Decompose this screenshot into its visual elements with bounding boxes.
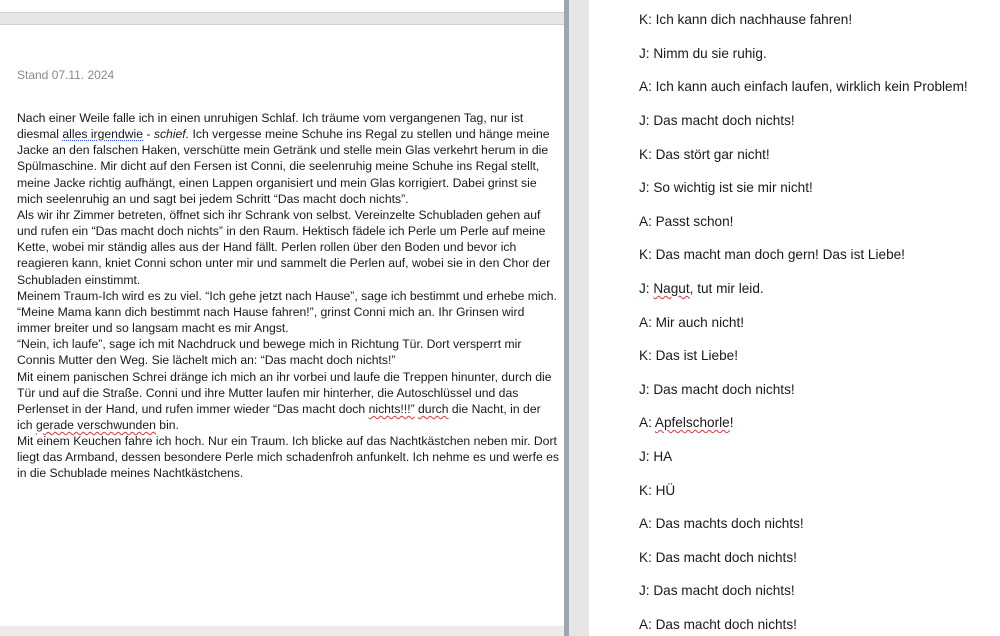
dialog-line[interactable]: K: HÜ [639,483,676,498]
document-date-header[interactable]: Stand 07.11. 2024 [17,68,115,82]
paragraph-1[interactable]: Nach einer Weile falle ich in einen unruhigen Schlaf. Ich träume vom vergangenen Tag, nur ist diesmal alles irgendwie - schief. Ich vergesse meine Schuhe ins Regal zu stellen und hänge meine Jacke an den falschen Haken, verschütte mein Getränk und stelle mein Glas verkehrt herum in die Spülmaschine. Mir dicht auf den Fersen ist Conni, die seelenruhig meine Schuhe ins Regal stellt, meine Jacke richtig aufhängt, einen Lappen organisiert und mein Glas korrigiert. Dabei grinst sie mich seelenruhig an und sagt bei jedem Schritt “Das macht doch nichts”. [17,111,550,206]
dialog-line[interactable]: K: Ich kann dich nachhause fahren! [639,12,853,27]
dialog-line[interactable]: J: Nimm du sie ruhig. [639,46,767,61]
dialog-line[interactable]: A: Das macht doch nichts! [639,617,797,632]
dialog-line[interactable]: J: Nagut, tut mir leid. [639,281,764,296]
spellcheck-flagged-word[interactable]: gerade verschwunden [35,417,156,432]
page-bottom-gap [0,626,564,636]
paragraph-7[interactable]: Mit einem Keuchen fahre ich hoch. Nur ein Traum. Ich blicke auf das Nachtkästchen neben mir. Dort liegt das Armband, dessen besondere Perle mich schadenfroh anfunkelt. Ich nehme es und werfe es in die Schublade meines Nachtkästchens. [17,434,559,481]
spellcheck-flagged-word[interactable]: Nagut [653,281,690,296]
dialog-line[interactable]: K: Das macht doch nichts! [639,550,797,565]
spellcheck-flagged-word[interactable]: durch [418,401,449,416]
italic-text: schief. [153,127,190,142]
paragraph-5[interactable]: “Nein, ich laufe”, sage ich mit Nachdruck und bewege mich in Richtung Tür. Dort versperrt mir Connis Mutter den Weg. Sie lächelt mich an: “Das macht doch nichts!” [17,337,522,368]
dialog-line[interactable]: A: Ich kann auch einfach laufen, wirklich kein Problem! [639,79,968,94]
page-gap [0,13,564,25]
dialog-line[interactable]: J: Das macht doch nichts! [639,113,795,128]
dialog-line[interactable]: A: Apfelschorle! [639,415,734,430]
dialog-line[interactable]: J: So wichtig ist sie mir nicht! [639,180,813,195]
document-body-text[interactable] [17,110,559,482]
dialog-line[interactable]: A: Mir auch nicht! [639,315,745,330]
paragraph-3[interactable]: Meinem Traum-Ich wird es zu viel. “Ich gehe jetzt nach Hause”, sage ich bestimmt und erhebe mich. [17,288,557,303]
paragraph-6[interactable]: Mit einem panischen Schrei dränge ich mich an ihr vorbei und laufe die Treppen hinunter, durch die Tür und auf die Straße. Conni und ihre Mutter laufen mir hinterher, die Autoschlüssel und das Perlenset in der Hand, und rufen immer wieder “Das macht doch nichts!!!” durch die Nacht, in der ich gerade verschwunden bin. [17,369,552,432]
spellcheck-flagged-word[interactable]: nichts!!!” [368,401,415,416]
dialog-line[interactable]: J: Das macht doch nichts! [639,382,795,397]
document-page-right[interactable] [569,0,1000,636]
dialog-line[interactable]: K: Das ist Liebe! [639,348,738,363]
grammar-flagged-text[interactable]: alles irgendwie [62,127,144,142]
dialog-line[interactable]: K: Das stört gar nicht! [639,147,770,162]
paragraph-4[interactable]: “Meine Mama kann dich bestimmt nach Hause fahren!”, grinst Conni mich an. Ihr Grinsen wird immer breiter und so langsam macht es mir Angst. [17,304,525,336]
dialog-line[interactable]: A: Passt schon! [639,214,734,229]
dialog-line[interactable]: K: Das macht man doch gern! Das ist Liebe! [639,247,905,262]
dialog-line[interactable]: A: Das machts doch nichts! [639,516,804,531]
previous-page-bottom-edge [0,0,564,13]
spellcheck-flagged-word[interactable]: Apfelschorle [654,415,730,430]
dialog-line[interactable]: J: HA [639,449,673,464]
paragraph-2[interactable]: Als wir ihr Zimmer betreten, öffnet sich ihr Schrank von selbst. Vereinzelte Schubladen gehen auf und rufen ein “Das macht doch nichts” in den Raum. Hektisch fädele ich Perle um Perle auf meine Kette, wobei mir ständig alles aus der Hand fällt. Perlen rollen über den Boden und bevor ich reagieren kann, kniet Conni schon unter mir und sammelt die Perlen auf, wobei sie in den Chor der Schubladen einstimmt. [17,207,551,287]
dialog-line[interactable]: J: Das macht doch nichts! [639,583,795,598]
